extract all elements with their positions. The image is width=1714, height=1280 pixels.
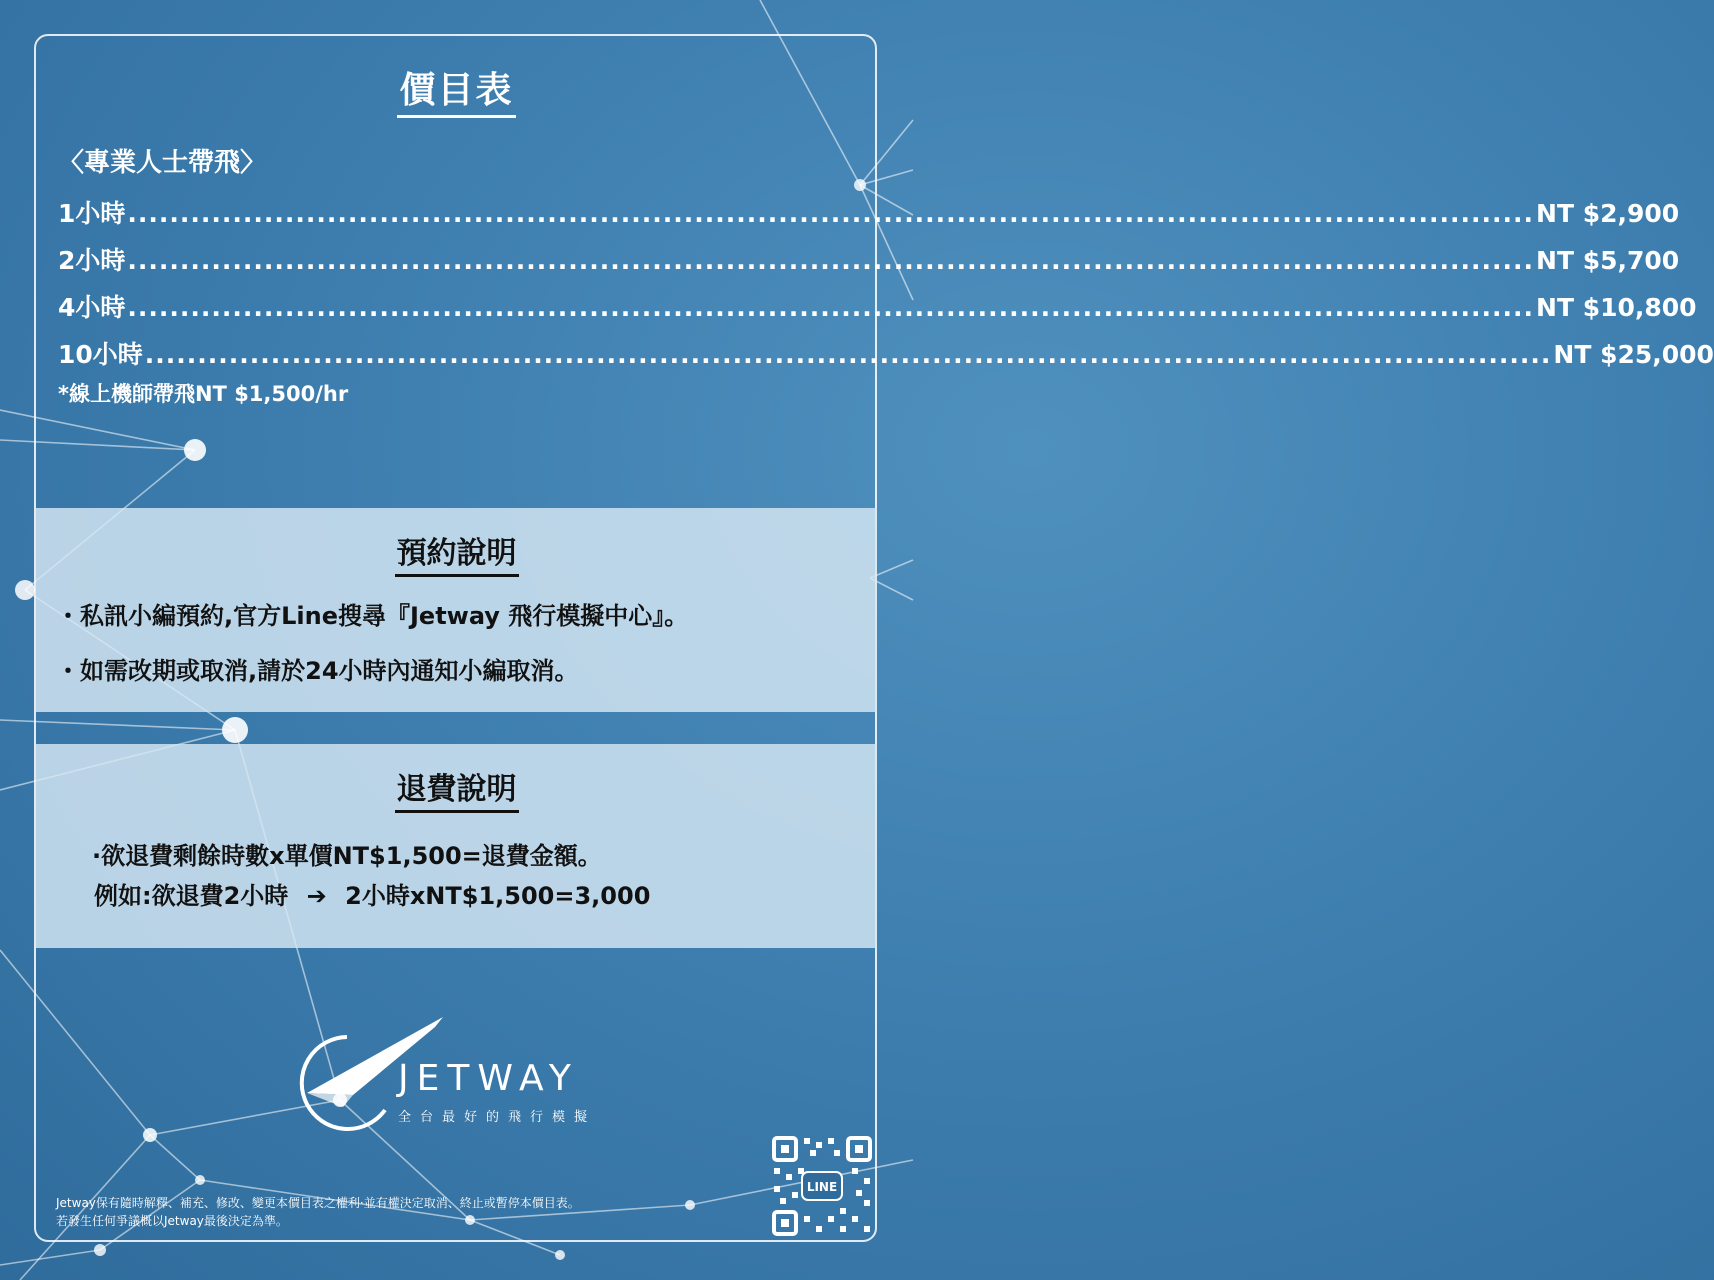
leader-dots: ...................................................................................................................................... xyxy=(127,199,1535,228)
booking-panel xyxy=(36,508,877,712)
price-row-4h xyxy=(58,288,1697,322)
section-heading-pro: 〈專業人士帶飛〉 xyxy=(58,148,267,178)
price-label: 4小時 xyxy=(58,293,126,322)
leader-dots: ...................................................................................................................................... xyxy=(144,340,1552,369)
price-row-2h xyxy=(58,241,1680,275)
price-label: 1小時 xyxy=(58,199,126,228)
page-title-text: 價目表 xyxy=(397,70,515,118)
refund-panel xyxy=(36,744,877,948)
line-qr-code-icon[interactable] xyxy=(770,1134,874,1238)
price-value: NT $25,000 xyxy=(1553,340,1714,369)
leader-dots: ...................................................................................................................................... xyxy=(127,293,1535,322)
qr-label: LINE xyxy=(806,1180,838,1194)
brand-tagline: 全台最好的飛行模擬 xyxy=(398,1110,597,1125)
booking-line-1: ・私訊小編預約,官方Line搜尋『Jetway 飛行模擬中心』。 xyxy=(56,602,689,630)
refund-line-1: ·欲退費剩餘時數x單價NT$1,500=退費金額。 xyxy=(92,842,602,870)
booking-line-2: ・如需改期或取消,請於24小時內通知小編取消。 xyxy=(56,657,579,685)
price-value: NT $5,700 xyxy=(1536,246,1680,275)
brand-name: JETWAY xyxy=(398,1058,579,1099)
price-value: NT $2,900 xyxy=(1536,199,1680,228)
price-label: 2小時 xyxy=(58,246,126,275)
page-title xyxy=(0,62,913,113)
price-value: NT $10,800 xyxy=(1536,293,1697,322)
refund-line-2 xyxy=(94,876,650,911)
booking-title xyxy=(36,528,877,572)
refund-example-result: 2小時xNT$1,500=3,000 xyxy=(345,882,651,910)
disclaimer-line-2: 若發生任何爭議概以Jetway最後決定為準。 xyxy=(56,1214,288,1228)
disclaimer-line-1: Jetway保有隨時解釋、補充、修改、變更本價目表之權利·並有權決定取消、終止或暫停本價目表。 xyxy=(56,1196,580,1210)
price-label: 10小時 xyxy=(58,340,143,369)
booking-title-text: 預約說明 xyxy=(395,536,519,577)
price-row-10h xyxy=(58,335,1714,369)
refund-example-prefix: 例如:欲退費2小時 xyxy=(94,882,289,910)
price-row-1h xyxy=(58,194,1680,228)
disclaimer xyxy=(56,1194,580,1230)
leader-dots: ...................................................................................................................................... xyxy=(127,246,1535,275)
online-pilot-note: *線上機師帶飛NT $1,500/hr xyxy=(58,382,349,406)
arrow-right-icon: ➔ xyxy=(306,882,327,910)
refund-title xyxy=(36,764,877,808)
refund-title-text: 退費說明 xyxy=(395,772,519,813)
